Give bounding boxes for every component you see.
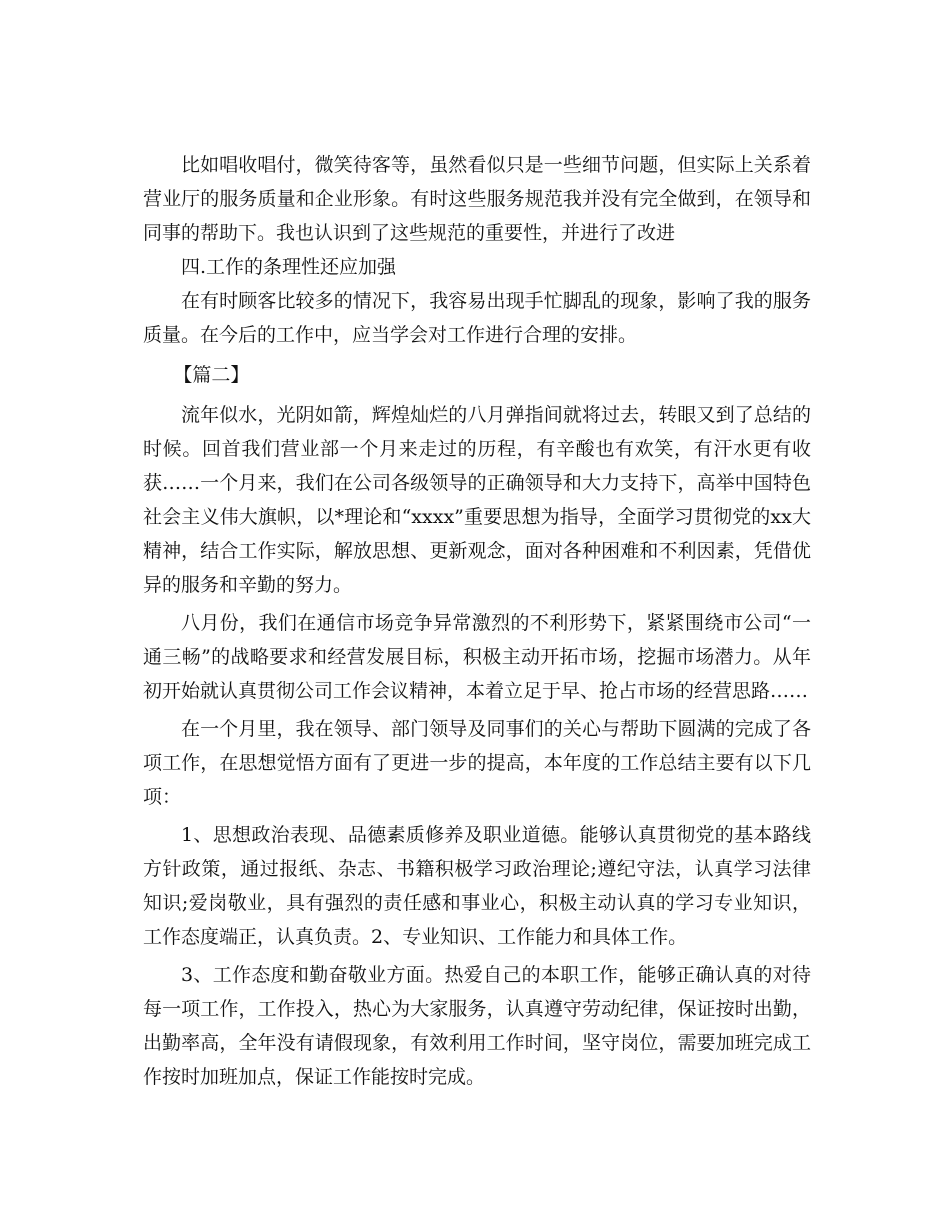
document-body [143,148,811,1094]
paragraph-month-summary: 在一个月里，我在领导、部门领导及同事们的关心与帮助下圆满的完成了各项工作，在思想觉悟方面有了更进一步的提高，本年度的工作总结主要有以下几项： [143,718,811,808]
paragraph-busy-customers: 在有时顾客比较多的情况下，我容易出现手忙脚乱的现象，影响了我的服务质量。在今后的工作中，应当学会对工作进行合理的安排。 [143,290,811,346]
section-marker-part-two: 【篇二】 [173,364,250,386]
heading-work-organization: 四.工作的条理性还应加强 [181,256,397,278]
paragraph-august-opening: 流年似水，光阴如箭，辉煌灿烂的八月弹指间就将过去，转眼又到了总结的时候。回首我们营业部一个月来走过的历程，有辛酸也有欢笑，有汗水更有收获……一个月来，我们在公司各级领导的正确领导和大力支持下，高举中国特色社会主义伟大旗帜，以*理论和“xxxx”重要思想为指导，全面学习贯彻党的xx大精神，结合工作实际，解放思想、更新观念，面对各种困难和不利因素，凭借优异的服务和辛勤的努力。 [143,404,811,596]
paragraph-item-one: 1、思想政治表现、品德素质修养及职业道德。能够认真贯彻党的基本路线方针政策，通过报纸、杂志、书籍积极学习政治理论;遵纪守法，认真学习法律知识;爱岗敬业，具有强烈的责任感和事业心，积极主动认真的学习专业知识，工作态度端正，认真负责。2、专业知识、工作能力和具体工作。 [143,824,811,948]
paragraph-service-standards: 比如唱收唱付，微笑待客等，虽然看似只是一些细节问题，但实际上关系着营业厅的服务质量和企业形象。有时这些服务规范我并没有完全做到，在领导和同事的帮助下。我也认识到了这些规范的重要性，并进行了改进 [143,154,811,244]
paragraph-item-three: 3、工作态度和勤奋敬业方面。热爱自己的本职工作，能够正确认真的对待每一项工作，工作投入，热心为大家服务，认真遵守劳动纪律，保证按时出勤，出勤率高，全年没有请假现象，有效利用工作时间，坚守岗位，需要加班完成工作按时加班加点，保证工作能按时完成。 [143,964,811,1088]
paragraph-august-market: 八月份，我们在通信市场竞争异常激烈的不利形势下，紧紧围绕市公司“一通三畅”的战略要求和经营发展目标，积极主动开拓市场，挖掘市场潜力。从年初开始就认真贯彻公司工作会议精神，本着立足于早、抢占市场的经营思路…… [143,612,811,702]
